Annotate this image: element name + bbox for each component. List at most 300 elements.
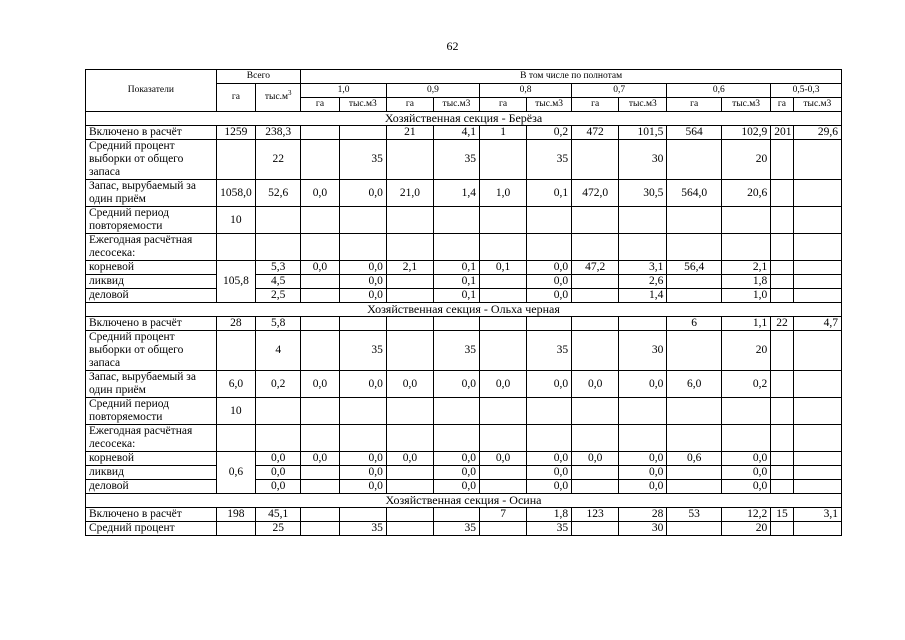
value-cell: 0,0 <box>527 371 572 398</box>
value-cell: 1,0 <box>480 180 527 207</box>
row-label: Включено в расчёт <box>86 126 217 140</box>
table-row <box>86 371 842 398</box>
value-cell: 0,0 <box>527 480 572 494</box>
value-cell: 20 <box>721 331 770 371</box>
value-cell <box>339 234 386 261</box>
value-cell: 0,1 <box>433 275 479 289</box>
table-row <box>86 466 842 480</box>
row-label: Ежегодная расчётная лесосека: <box>86 425 217 452</box>
value-cell: 28 <box>619 508 667 522</box>
annual-ha-cell: 105,8 <box>216 261 256 303</box>
value-cell: 28 <box>216 317 256 331</box>
header-unit-vol: тыс.м3 <box>339 98 386 112</box>
forest-table <box>85 69 842 536</box>
value-cell: 0,0 <box>386 452 433 466</box>
header-total: Всего <box>216 70 301 84</box>
row-label: Средний процент выборки от общего запаса <box>86 331 217 371</box>
value-cell: 30 <box>619 331 667 371</box>
value-cell: 30 <box>619 140 667 180</box>
row-label: Ежегодная расчётная лесосека: <box>86 234 217 261</box>
value-cell <box>301 207 340 234</box>
value-cell: 0,0 <box>527 261 572 275</box>
unit-label: тыс.м <box>264 92 289 102</box>
value-cell: 201 <box>771 126 793 140</box>
header-unit-vol: тыс.м3 <box>721 98 770 112</box>
value-cell: 1,4 <box>619 289 667 303</box>
value-cell: 0,0 <box>572 452 619 466</box>
value-cell <box>619 425 667 452</box>
value-cell: 1058,0 <box>216 180 256 207</box>
value-cell <box>216 331 256 371</box>
value-cell: 0,0 <box>339 261 386 275</box>
value-cell: 35 <box>527 522 572 536</box>
section-title: Хозяйственная секция - Осина <box>86 494 842 508</box>
table-row <box>86 331 842 371</box>
value-cell: 21,0 <box>386 180 433 207</box>
annual-ha-cell: 0,6 <box>216 452 256 494</box>
row-label: деловой <box>86 289 217 303</box>
value-cell: 472,0 <box>572 180 619 207</box>
table-row <box>86 522 842 536</box>
value-cell <box>527 317 572 331</box>
table-row <box>86 508 842 522</box>
value-cell: 0,0 <box>619 371 667 398</box>
value-cell: 0,0 <box>339 480 386 494</box>
value-cell <box>771 234 793 261</box>
value-cell <box>721 398 770 425</box>
value-cell <box>572 140 619 180</box>
value-cell: 238,3 <box>256 126 301 140</box>
table-row <box>86 275 842 289</box>
value-cell <box>386 480 433 494</box>
value-cell <box>793 466 841 480</box>
table-row <box>86 398 842 425</box>
value-cell: 12,2 <box>721 508 770 522</box>
table-row <box>86 126 842 140</box>
value-cell <box>572 331 619 371</box>
header-unit-total-vol <box>256 84 301 112</box>
value-cell: 198 <box>216 508 256 522</box>
value-cell <box>433 398 479 425</box>
value-cell: 0,2 <box>256 371 301 398</box>
value-cell <box>480 289 527 303</box>
value-cell: 0,0 <box>527 466 572 480</box>
value-cell <box>433 508 479 522</box>
value-cell: 6,0 <box>216 371 256 398</box>
section-title: Хозяйственная секция - Берёза <box>86 112 842 126</box>
table-row <box>86 140 842 180</box>
value-cell: 0,0 <box>301 452 340 466</box>
value-cell <box>667 289 722 303</box>
value-cell <box>771 180 793 207</box>
value-cell <box>572 317 619 331</box>
value-cell <box>216 425 256 452</box>
value-cell <box>386 331 433 371</box>
value-cell: 0,0 <box>619 452 667 466</box>
value-cell: 0,0 <box>480 371 527 398</box>
value-cell <box>771 522 793 536</box>
value-cell <box>480 466 527 480</box>
header-density: 0,9 <box>386 84 479 98</box>
unit-superscript: 3 <box>288 88 292 97</box>
value-cell <box>667 275 722 289</box>
value-cell: 3,1 <box>619 261 667 275</box>
value-cell: 0,0 <box>433 371 479 398</box>
value-cell: 35 <box>339 140 386 180</box>
value-cell <box>667 140 722 180</box>
value-cell <box>256 207 301 234</box>
page-number: 62 <box>446 39 459 53</box>
header-unit-vol: тыс.м3 <box>433 98 479 112</box>
section-title: Хозяйственная секция - Ольха черная <box>86 303 842 317</box>
header-indicators: Показатели <box>86 70 217 112</box>
header-density: 0,8 <box>480 84 572 98</box>
value-cell: 20 <box>721 522 770 536</box>
value-cell: 1,8 <box>527 508 572 522</box>
value-cell: 0,0 <box>339 371 386 398</box>
value-cell <box>433 234 479 261</box>
value-cell: 101,5 <box>619 126 667 140</box>
value-cell: 0,2 <box>721 371 770 398</box>
value-cell: 0,6 <box>667 452 722 466</box>
value-cell: 0,0 <box>433 480 479 494</box>
value-cell <box>480 522 527 536</box>
value-cell <box>301 480 340 494</box>
value-cell <box>771 425 793 452</box>
value-cell: 35 <box>527 331 572 371</box>
value-cell: 1 <box>480 126 527 140</box>
value-cell: 4,5 <box>256 275 301 289</box>
value-cell <box>339 207 386 234</box>
header-unit-ha: га <box>386 98 433 112</box>
row-label: Включено в расчёт <box>86 317 217 331</box>
value-cell <box>667 425 722 452</box>
value-cell <box>572 207 619 234</box>
row-label: Запас, вырубаемый за один приём <box>86 371 217 398</box>
value-cell <box>667 480 722 494</box>
value-cell <box>667 234 722 261</box>
value-cell <box>793 289 841 303</box>
value-cell <box>216 234 256 261</box>
value-cell: 0,0 <box>339 466 386 480</box>
value-cell: 20,6 <box>721 180 770 207</box>
value-cell <box>301 466 340 480</box>
value-cell: 0,0 <box>301 261 340 275</box>
value-cell <box>793 180 841 207</box>
row-label: корневой <box>86 261 217 275</box>
table-row <box>86 425 842 452</box>
section-row <box>86 112 842 126</box>
value-cell: 1,0 <box>721 289 770 303</box>
value-cell <box>386 425 433 452</box>
value-cell <box>527 234 572 261</box>
value-cell <box>572 480 619 494</box>
value-cell <box>572 466 619 480</box>
value-cell: 10 <box>216 398 256 425</box>
table-row <box>86 207 842 234</box>
value-cell <box>619 234 667 261</box>
value-cell <box>301 275 340 289</box>
value-cell <box>572 234 619 261</box>
value-cell: 21 <box>386 126 433 140</box>
value-cell: 20 <box>721 140 770 180</box>
value-cell <box>386 207 433 234</box>
value-cell <box>386 140 433 180</box>
value-cell: 2,5 <box>256 289 301 303</box>
value-cell: 7 <box>480 508 527 522</box>
value-cell <box>433 317 479 331</box>
table-row <box>86 317 842 331</box>
value-cell: 3,1 <box>793 508 841 522</box>
value-cell: 1259 <box>216 126 256 140</box>
header-density: 1,0 <box>301 84 387 98</box>
value-cell: 0,2 <box>527 126 572 140</box>
value-cell: 0,0 <box>527 452 572 466</box>
value-cell <box>771 289 793 303</box>
header-unit-ha: га <box>572 98 619 112</box>
table-row <box>86 180 842 207</box>
value-cell: 4,7 <box>793 317 841 331</box>
value-cell <box>301 140 340 180</box>
value-cell <box>339 126 386 140</box>
value-cell: 0,0 <box>619 480 667 494</box>
value-cell: 22 <box>771 317 793 331</box>
value-cell <box>386 289 433 303</box>
value-cell <box>667 398 722 425</box>
value-cell <box>667 466 722 480</box>
header-unit-ha: га <box>771 98 793 112</box>
value-cell: 47,2 <box>572 261 619 275</box>
value-cell: 2,6 <box>619 275 667 289</box>
value-cell: 0,0 <box>433 452 479 466</box>
value-cell <box>301 126 340 140</box>
value-cell <box>527 207 572 234</box>
row-label: Средний процент <box>86 522 217 536</box>
value-cell <box>339 317 386 331</box>
value-cell <box>771 371 793 398</box>
value-cell <box>793 452 841 466</box>
value-cell <box>301 398 340 425</box>
row-label: Средний период повторяемости <box>86 207 217 234</box>
value-cell <box>619 317 667 331</box>
value-cell <box>771 466 793 480</box>
value-cell <box>480 425 527 452</box>
value-cell: 35 <box>339 331 386 371</box>
value-cell: 564,0 <box>667 180 722 207</box>
value-cell <box>301 425 340 452</box>
value-cell: 1,1 <box>721 317 770 331</box>
table-row <box>86 234 842 261</box>
value-cell <box>793 480 841 494</box>
value-cell: 0,0 <box>301 180 340 207</box>
value-cell <box>480 140 527 180</box>
value-cell: 35 <box>433 140 479 180</box>
value-cell <box>721 425 770 452</box>
value-cell: 0,0 <box>301 371 340 398</box>
value-cell <box>572 289 619 303</box>
value-cell: 0,0 <box>721 452 770 466</box>
header-unit-ha: га <box>301 98 340 112</box>
value-cell: 1,8 <box>721 275 770 289</box>
value-cell <box>386 466 433 480</box>
value-cell <box>480 275 527 289</box>
value-cell <box>256 234 301 261</box>
value-cell: 5,8 <box>256 317 301 331</box>
value-cell <box>301 508 340 522</box>
value-cell: 6,0 <box>667 371 722 398</box>
value-cell <box>480 480 527 494</box>
value-cell: 0,1 <box>480 261 527 275</box>
value-cell: 35 <box>527 140 572 180</box>
row-label: Запас, вырубаемый за один приём <box>86 180 217 207</box>
section-row <box>86 303 842 317</box>
value-cell <box>339 425 386 452</box>
value-cell <box>793 398 841 425</box>
value-cell <box>480 331 527 371</box>
value-cell: 2,1 <box>721 261 770 275</box>
value-cell <box>301 289 340 303</box>
value-cell: 22 <box>256 140 301 180</box>
value-cell: 0,0 <box>339 275 386 289</box>
value-cell: 0,0 <box>339 289 386 303</box>
value-cell <box>667 331 722 371</box>
value-cell <box>433 207 479 234</box>
header-unit-ha: га <box>216 84 256 112</box>
value-cell: 4,1 <box>433 126 479 140</box>
value-cell: 0,0 <box>433 466 479 480</box>
value-cell: 0,0 <box>721 480 770 494</box>
value-cell <box>527 425 572 452</box>
value-cell <box>619 398 667 425</box>
value-cell <box>339 398 386 425</box>
header-unit-vol: тыс.м3 <box>527 98 572 112</box>
value-cell <box>386 522 433 536</box>
value-cell <box>480 317 527 331</box>
value-cell: 0,0 <box>256 452 301 466</box>
value-cell: 30,5 <box>619 180 667 207</box>
value-cell: 0,0 <box>386 371 433 398</box>
section-row <box>86 494 842 508</box>
value-cell <box>386 398 433 425</box>
header-unit-vol: тыс.м3 <box>619 98 667 112</box>
row-label: Средний процент выборки от общего запаса <box>86 140 217 180</box>
value-cell: 472 <box>572 126 619 140</box>
value-cell <box>771 398 793 425</box>
value-cell <box>793 522 841 536</box>
value-cell: 29,6 <box>793 126 841 140</box>
value-cell: 123 <box>572 508 619 522</box>
value-cell <box>667 207 722 234</box>
value-cell <box>619 207 667 234</box>
value-cell <box>339 508 386 522</box>
value-cell: 5,3 <box>256 261 301 275</box>
header-density: 0,6 <box>667 84 771 98</box>
value-cell <box>572 522 619 536</box>
row-label: Включено в расчёт <box>86 508 217 522</box>
value-cell <box>771 140 793 180</box>
row-label: Средний период повторяемости <box>86 398 217 425</box>
value-cell <box>793 371 841 398</box>
value-cell <box>667 522 722 536</box>
value-cell <box>527 398 572 425</box>
value-cell: 0,0 <box>339 452 386 466</box>
value-cell: 56,4 <box>667 261 722 275</box>
value-cell <box>480 234 527 261</box>
header-row <box>86 70 842 84</box>
value-cell: 0,0 <box>256 466 301 480</box>
value-cell: 0,0 <box>339 180 386 207</box>
value-cell: 0,0 <box>572 371 619 398</box>
value-cell: 102,9 <box>721 126 770 140</box>
value-cell <box>771 207 793 234</box>
value-cell: 4 <box>256 331 301 371</box>
value-cell: 6 <box>667 317 722 331</box>
value-cell: 35 <box>433 331 479 371</box>
value-cell <box>793 425 841 452</box>
value-cell: 0,0 <box>619 466 667 480</box>
value-cell <box>386 234 433 261</box>
value-cell <box>793 207 841 234</box>
table-row <box>86 261 842 275</box>
value-cell: 2,1 <box>386 261 433 275</box>
value-cell <box>771 452 793 466</box>
value-cell <box>386 317 433 331</box>
value-cell <box>480 207 527 234</box>
table-row <box>86 452 842 466</box>
value-cell: 564 <box>667 126 722 140</box>
row-label: ликвид <box>86 275 217 289</box>
value-cell <box>771 275 793 289</box>
value-cell: 0,1 <box>433 261 479 275</box>
value-cell <box>793 261 841 275</box>
value-cell <box>256 398 301 425</box>
value-cell: 0,0 <box>256 480 301 494</box>
value-cell <box>301 317 340 331</box>
value-cell <box>572 425 619 452</box>
value-cell: 45,1 <box>256 508 301 522</box>
value-cell: 10 <box>216 207 256 234</box>
value-cell <box>721 207 770 234</box>
value-cell: 0,0 <box>721 466 770 480</box>
header-unit-vol: тыс.м3 <box>793 98 841 112</box>
row-label: деловой <box>86 480 217 494</box>
value-cell <box>572 398 619 425</box>
value-cell <box>793 275 841 289</box>
value-cell <box>793 331 841 371</box>
header-unit-ha: га <box>480 98 527 112</box>
value-cell <box>301 522 340 536</box>
value-cell <box>771 480 793 494</box>
row-label: корневой <box>86 452 217 466</box>
value-cell <box>793 234 841 261</box>
value-cell: 0,1 <box>433 289 479 303</box>
value-cell <box>771 261 793 275</box>
value-cell: 0,0 <box>527 289 572 303</box>
value-cell: 25 <box>256 522 301 536</box>
value-cell <box>433 425 479 452</box>
value-cell: 35 <box>433 522 479 536</box>
value-cell <box>216 140 256 180</box>
value-cell: 0,0 <box>527 275 572 289</box>
table-row <box>86 480 842 494</box>
value-cell: 1,4 <box>433 180 479 207</box>
value-cell: 0,0 <box>480 452 527 466</box>
value-cell: 30 <box>619 522 667 536</box>
value-cell <box>216 522 256 536</box>
value-cell <box>771 331 793 371</box>
value-cell <box>301 331 340 371</box>
value-cell <box>386 275 433 289</box>
